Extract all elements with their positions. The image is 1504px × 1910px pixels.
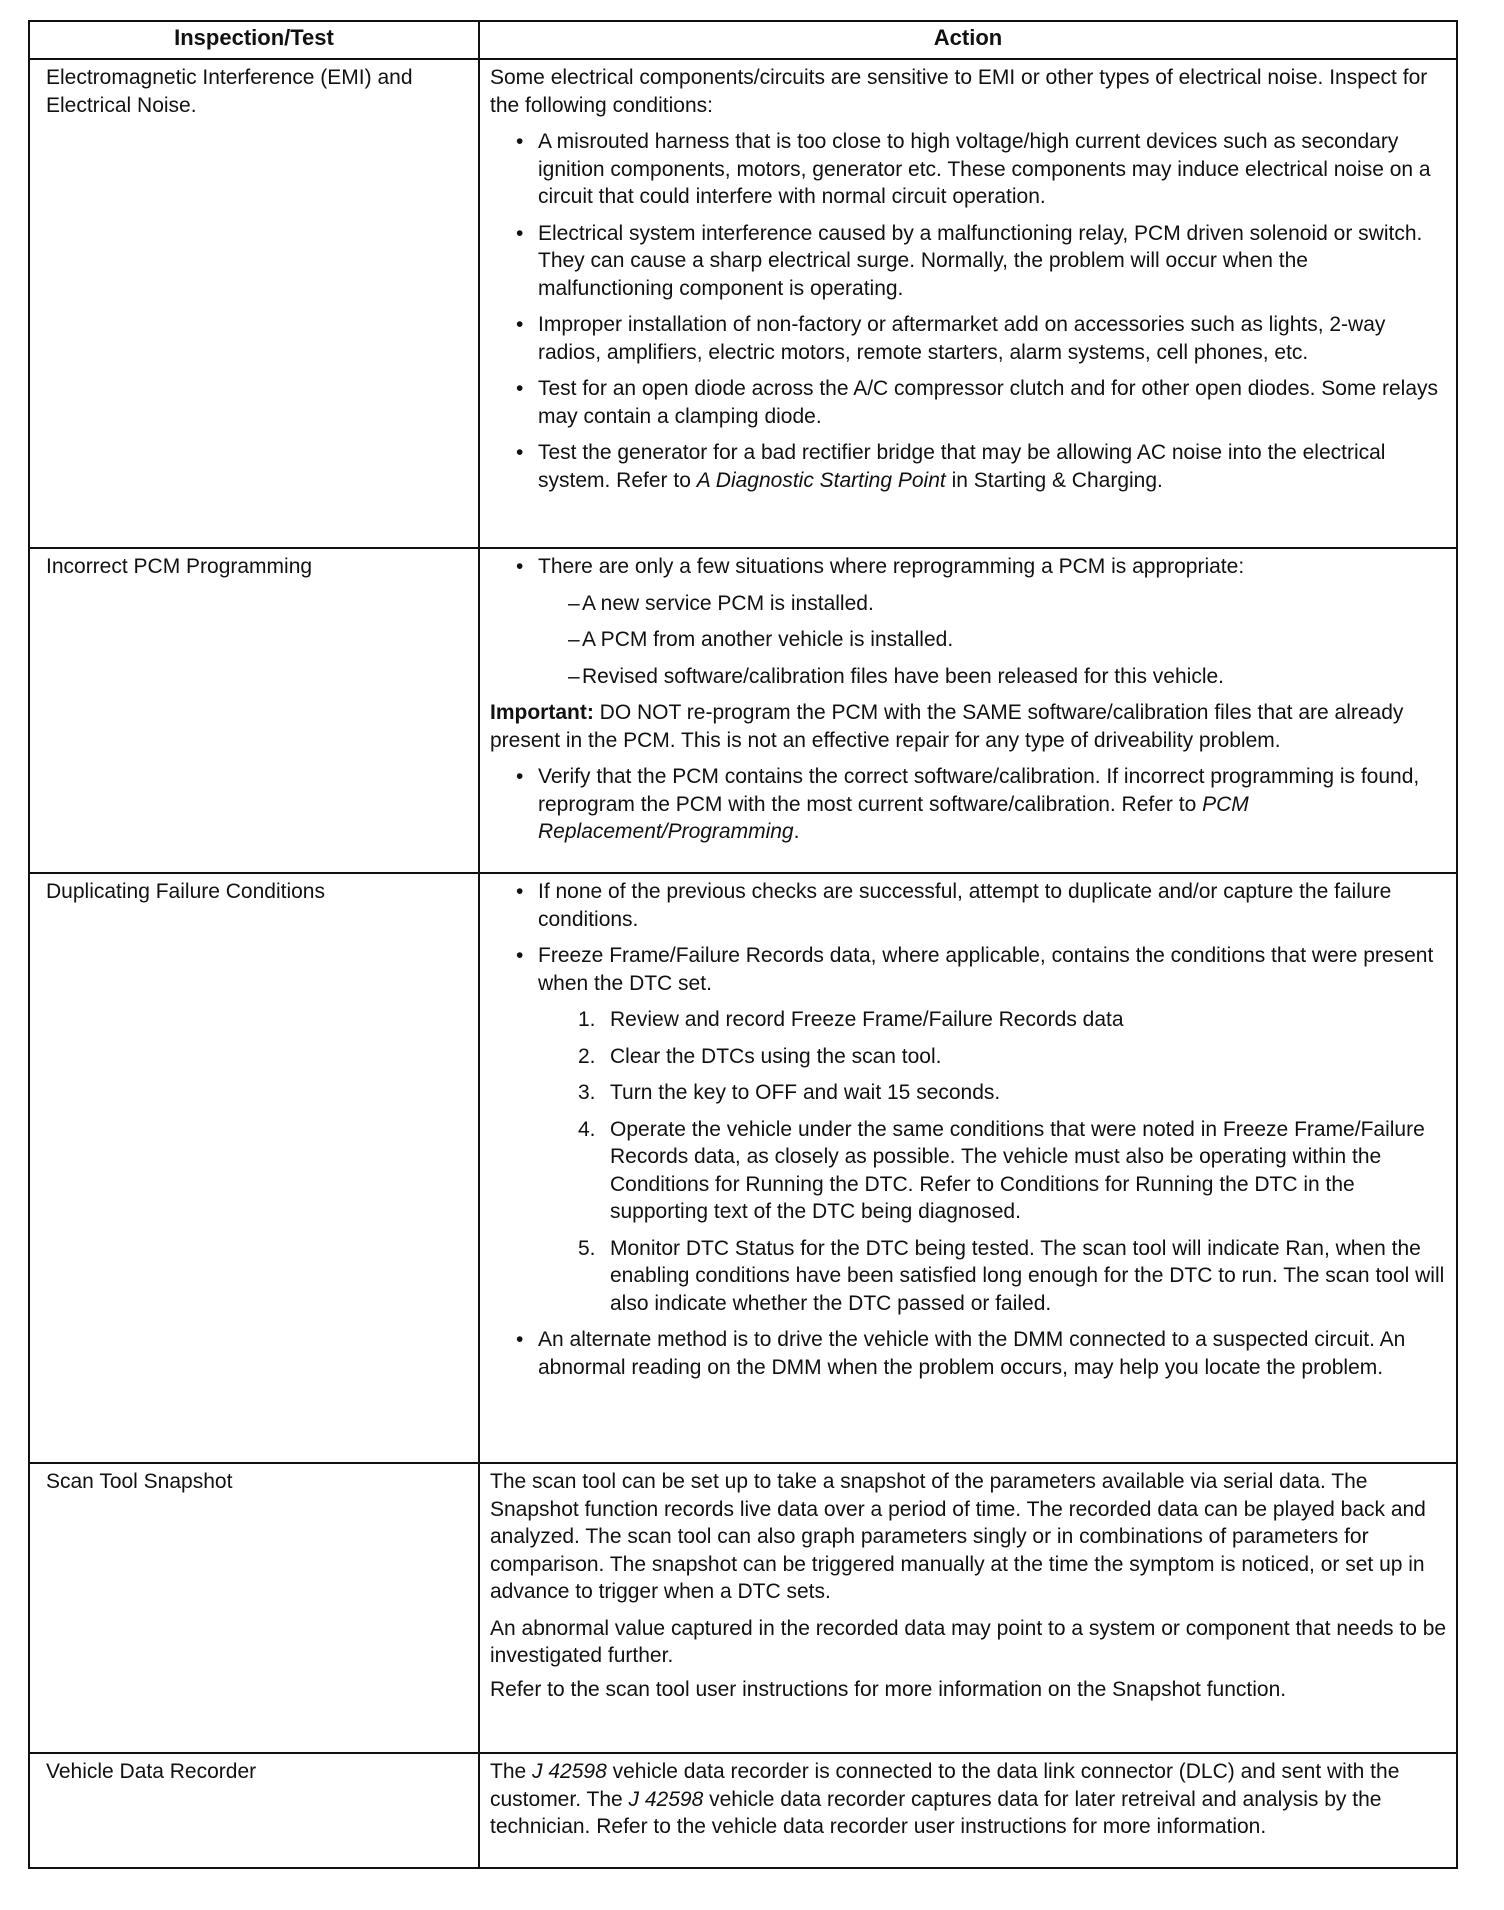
paragraph: The scan tool can be set up to take a snapshot of the parameters available via serial data. The Snapshot function records live data over a period of time. The recorded data can be played back and analyzed. The scan tool can also graph parameters singly or in combinations of parameters for comparison. The snapshot can be triggered manually at the time the symptom is noticed, or set up in advance to trigger when a DTC sets. bbox=[490, 1470, 1426, 1603]
list-item: • A misrouted harness that is too close to high voltage/high current devices such as secondary ignition components, motors, generator etc. These components may induce electrical noise on a circuit that could interfere with normal circuit operation. bbox=[490, 128, 1448, 211]
list-item bbox=[490, 439, 1448, 494]
paragraph: An abnormal value captured in the recorded data may point to a system or component that needs to be investigated further. bbox=[490, 1616, 1447, 1667]
list-item: • Electrical system interference caused by a malfunctioning relay, PCM driven solenoid or switch. They can cause a sharp electrical surge. Normally, the problem will occur when the malfunctioning component is operating. bbox=[490, 220, 1448, 303]
table-row-pcm-programming bbox=[29, 548, 1457, 873]
action-cell bbox=[479, 59, 1457, 548]
list-item bbox=[490, 763, 1448, 846]
sub-list-item: – Revised software/calibration files have been released for this vehicle. bbox=[490, 663, 1448, 691]
step-item bbox=[490, 1043, 1448, 1071]
important-text: DO NOT re-program the PCM with the SAME software/calibration files that are already present in the PCM. This is not an effective repair for any type of driveability problem. bbox=[490, 701, 1404, 752]
step-item bbox=[490, 1079, 1448, 1107]
inspection-table bbox=[28, 20, 1458, 1869]
step-number: 2. bbox=[578, 1044, 596, 1068]
list-item: • Freeze Frame/Failure Records data, where applicable, contains the conditions that were present when the DTC set. bbox=[490, 942, 1448, 997]
dash-mark: – bbox=[568, 628, 580, 651]
test-cell: Vehicle Data Recorder bbox=[29, 1753, 479, 1868]
list-item: • If none of the previous checks are successful, attempt to duplicate and/or capture the failure conditions. bbox=[490, 878, 1448, 933]
sub-list-item: – A PCM from another vehicle is installed. bbox=[490, 626, 1448, 654]
reference-link[interactable]: PCM Replacement/Programming bbox=[538, 792, 1249, 843]
table-row-vehicle-data-recorder bbox=[29, 1753, 1457, 1868]
step-number: 4. bbox=[578, 1117, 596, 1141]
table-row-duplicating-failure bbox=[29, 873, 1457, 1463]
action-cell bbox=[479, 548, 1457, 873]
step-text: Monitor DTC Status for the DTC being tested. The scan tool will indicate Ran, when the enabling conditions have been satisfied long enough for the DTC to run. The scan tool will also indicate whether the DTC passed or failed. bbox=[610, 1236, 1445, 1315]
important-note bbox=[490, 699, 1448, 754]
dash-mark: – bbox=[568, 664, 580, 688]
reference-link[interactable]: A Diagnostic Starting Point bbox=[696, 468, 946, 492]
test-cell: Incorrect PCM Programming bbox=[29, 548, 479, 873]
bullet-text: Verify that the PCM contains the correct software/calibration. If incorrect programming is found, reprogram the PCM with the most current software/calibration. Refer to bbox=[538, 765, 1420, 816]
test-cell: Duplicating Failure Conditions bbox=[29, 873, 479, 1463]
bullet-suffix: in Starting & Charging. bbox=[945, 468, 1163, 492]
bullet-text: Test the generator for a bad rectifier bridge that may be allowing AC noise into the electrical system. Refer to bbox=[538, 441, 1386, 492]
dash-mark: – bbox=[568, 591, 580, 615]
list-item: • There are only a few situations where reprogramming a PCM is appropriate: bbox=[490, 553, 1448, 581]
step-text: Operate the vehicle under the same conditions that were noted in Freeze Frame/Failure Records data, as closely as possible. The vehicle must also be operating within the Conditions for Running the DTC. Refer to Conditions for Running the DTC in the supporting text of the DTC being diagnosed. bbox=[610, 1117, 1425, 1223]
step-number: 1. bbox=[578, 1008, 596, 1031]
test-cell: Electromagnetic Interference (EMI) and Electrical Noise. bbox=[29, 59, 479, 548]
step-item bbox=[490, 1235, 1448, 1318]
column-header-inspection-test: Inspection/Test bbox=[29, 21, 479, 59]
list-item: • Improper installation of non-factory or aftermarket add on accessories such as lights, 2-way radios, amplifiers, electric motors, remote starters, alarm systems, cell phones, etc. bbox=[490, 311, 1448, 366]
table-row-emi bbox=[29, 59, 1457, 548]
paragraph: Refer to the scan tool user instructions for more information on the Snapshot function. bbox=[490, 1677, 1287, 1701]
list-item: • An alternate method is to drive the vehicle with the DMM connected to a suspected circuit. An abnormal reading on the DMM when the problem occurs, may help you locate the problem. bbox=[490, 1326, 1448, 1381]
important-label: Important: bbox=[490, 701, 594, 724]
list-item: • Test for an open diode across the A/C compressor clutch and for other open diodes. Some relays may contain a clamping diode. bbox=[490, 375, 1448, 430]
table-header-row bbox=[29, 21, 1457, 59]
test-cell: Scan Tool Snapshot bbox=[29, 1463, 479, 1753]
tool-number: J 42598 bbox=[532, 1760, 607, 1783]
step-item bbox=[490, 1116, 1448, 1226]
step-text: Clear the DTCs using the scan tool. bbox=[610, 1044, 942, 1068]
paragraph: The J 42598 vehicle data recorder is connected to the data link connector (DLC) and sent with the customer. The J 42598 vehicle data recorder captures data for later retreival and analysis by the technician. Refer to the vehicle data recorder user instructions for more information. bbox=[490, 1760, 1400, 1838]
bullet-suffix: . bbox=[793, 820, 800, 843]
step-text: Turn the key to OFF and wait 15 seconds. bbox=[610, 1081, 1001, 1104]
tool-number: J 42598 bbox=[628, 1787, 704, 1811]
step-number: 3. bbox=[578, 1081, 596, 1104]
step-text: Review and record Freeze Frame/Failure Records data bbox=[610, 1008, 1124, 1031]
action-cell bbox=[479, 1463, 1457, 1753]
action-cell bbox=[479, 1753, 1457, 1868]
sub-list-item: – A new service PCM is installed. bbox=[490, 590, 1448, 618]
action-cell bbox=[479, 873, 1457, 1463]
step-item bbox=[490, 1006, 1448, 1034]
action-intro: Some electrical components/circuits are sensitive to EMI or other types of electrical noise. Inspect for the following conditions: bbox=[490, 66, 1428, 117]
column-header-action: Action bbox=[479, 21, 1457, 59]
step-number: 5. bbox=[578, 1236, 596, 1260]
table-row-scan-tool-snapshot bbox=[29, 1463, 1457, 1753]
